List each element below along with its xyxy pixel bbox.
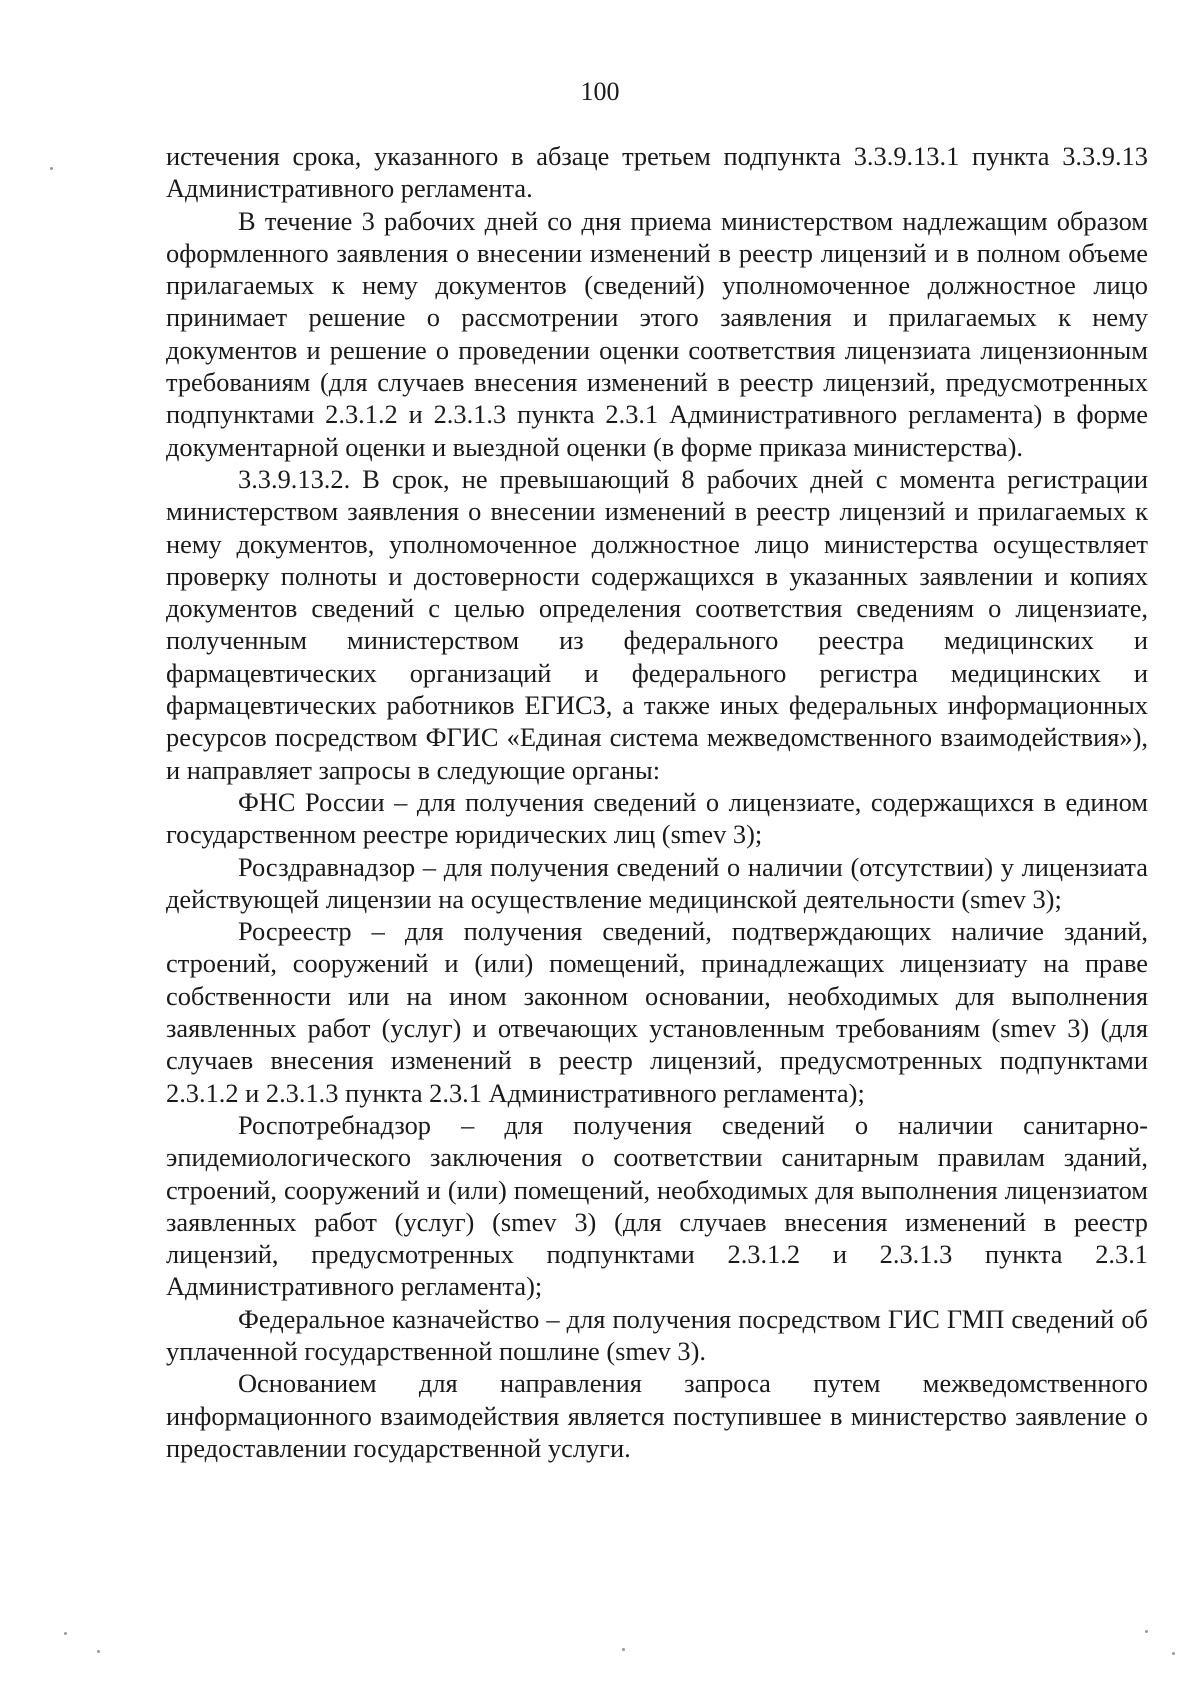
scan-speck xyxy=(622,1648,625,1651)
page-number: 100 xyxy=(580,77,620,106)
document-body xyxy=(166,140,1148,1464)
paragraph-continuation: истечения срока, указанного в абзаце третьем подпункта 3.3.9.13.1 пункта 3.3.9.13 Административного регламента. xyxy=(166,141,1148,204)
paragraph-rospotrebnadzor-request: Роспотребнадзор – для получения сведений о наличии санитарно-эпидемиологического заключения о соответствии санитарным правилам зданий, строений, сооружений и (или) помещений, необходимых для выполнения лицензиатом заявленных работ (услуг) (smev 3) (для случаев внесения изменений в реестр лицензий, предусмотренных подпунктами 2.3.1.2 и 2.3.1.3 пункта 2.3.1 Административного регламента); xyxy=(166,1109,1148,1302)
scan-speck xyxy=(97,1650,100,1653)
scan-speck xyxy=(50,167,53,170)
scan-speck xyxy=(64,1632,67,1635)
paragraph-treasury-request: Федеральное казначейство – для получения посредством ГИС ГМП сведений об уплаченной государственной пошлине (smev 3). xyxy=(166,1303,1148,1366)
paragraph-roszdravnadzor-request: Росздравнадзор – для получения сведений о наличии (отсутствии) у лицензиата действующей лицензии на осуществление медицинской деятельности (smev 3); xyxy=(166,851,1148,914)
paragraph-request-basis: Основанием для направления запроса путем межведомственного информационного взаимодействия является поступившее в министерство заявление о предоставлении государственной услуги. xyxy=(166,1368,1148,1463)
paragraph-rosreestr-request: Росреестр – для получения сведений, подтверждающих наличие зданий, строений, сооружений и (или) помещений, принадлежащих лицензиату на праве собственности или на ином законном основании, необходимых для выполнения заявленных работ (услуг) и отвечающих установленным требованиям (smev 3) (для случаев внесения изменений в реестр лицензий, предусмотренных подпунктами 2.3.1.2 и 2.3.1.3 пункта 2.3.1 Административного регламента); xyxy=(166,916,1148,1108)
scan-speck xyxy=(1172,1652,1175,1655)
paragraph-fns-request: ФНС России – для получения сведений о лицензиате, содержащихся в едином государственном реестре юридических лиц (smev 3); xyxy=(166,786,1148,850)
scan-speck xyxy=(1145,1630,1148,1633)
paragraph-review-decision: В течение 3 рабочих дней со дня приема министерством надлежащим образом оформленного заявления о внесении изменений в реестр лицензий и в полном объеме прилагаемых к нему документов (сведений) уполномоченное должностное лицо принимает решение о рассмотрении этого заявления и прилагаемых к нему документов и решение о проведении оценки соответствия лицензиата лицензионным требованиям (для случаев внесения изменений в реестр лицензий, предусмотренных подпунктами 2.3.1.2 и 2.3.1.3 пункта 2.3.1 Административного регламента) в форме документарной оценки и выездной оценки (в форме приказа министерства). xyxy=(166,205,1148,462)
paragraph-3-3-9-13-2: 3.3.9.13.2. В срок, не превышающий 8 рабочих дней с момента регистрации министерством заявления о внесении изменений в реестр лицензий и прилагаемых к нему документов, уполномоченное должностное лицо министерства осуществляет проверку полноты и достоверности содержащихся в указанных заявлении и копиях документов сведений с целью определения соответствия сведениям о лицензиате, полученным министерством из федерального реестра медицинских и фармацевтических организаций и федерального регистра медицинских и фармацевтических работников ЕГИСЗ, а также иных федеральных информационных ресурсов посредством ФГИС «Единая система межведомственного взаимодействия»), и направляет запросы в следующие органы: xyxy=(166,463,1148,785)
